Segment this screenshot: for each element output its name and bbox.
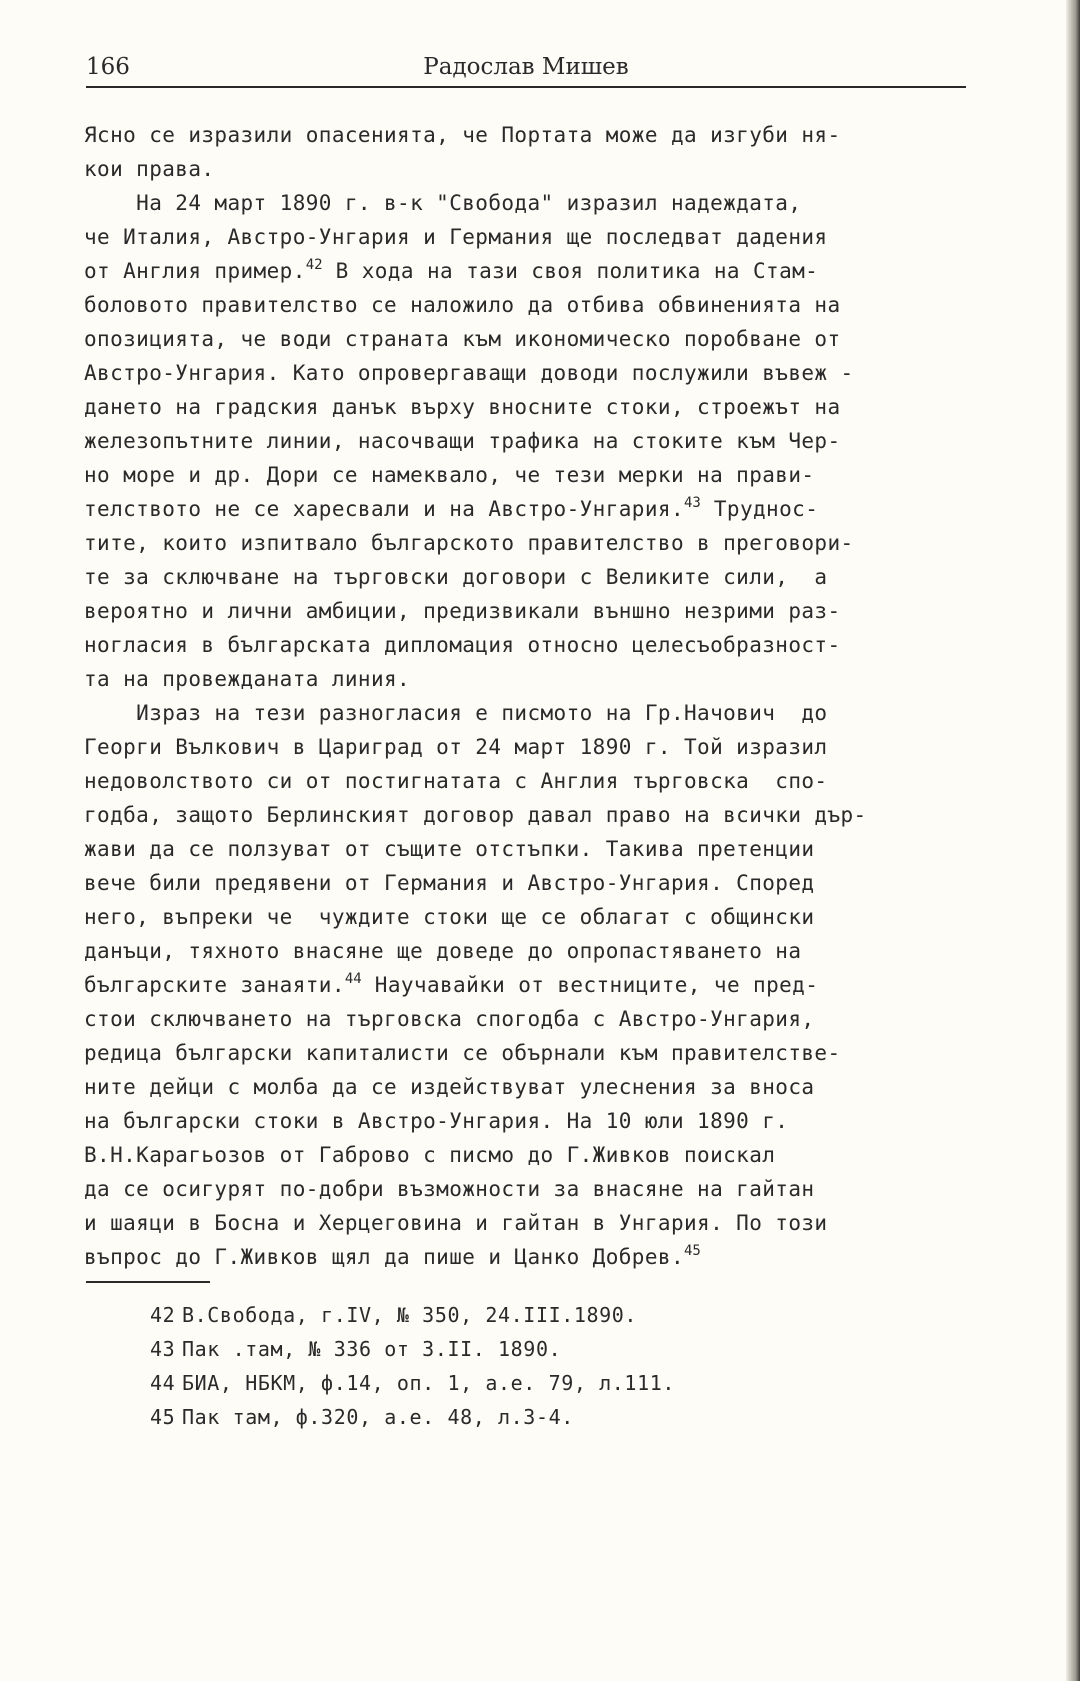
page-number: 166 — [86, 54, 130, 80]
line-text: и шаяци в Босна и Херцеговина и гайтан в Унгария. По този — [84, 1211, 828, 1235]
line-text: на български стоки в Австро-Унгария. На 10 юли 1890 г. — [84, 1109, 789, 1133]
line-text: В.Н.Карагьозов от Габрово с писмо до Г.Живков поискал — [84, 1143, 776, 1167]
body-text — [84, 118, 984, 1274]
text-line — [84, 1104, 984, 1138]
footnote-rule — [86, 1281, 210, 1283]
text-line — [84, 118, 984, 152]
page-header — [86, 52, 966, 88]
text-line — [84, 832, 984, 866]
footnote-number: 44 — [150, 1371, 176, 1395]
line-text: него, въпреки че чуждите стоки ще се облагат с общински — [84, 905, 815, 929]
line-text: На 24 март 1890 г. в-к "Свобода" изразил надеждата, — [84, 191, 802, 215]
text-line — [84, 730, 984, 764]
footnote-number: 43 — [150, 1337, 176, 1361]
line-text-after: Научавайки от вестниците, че пред- — [361, 973, 819, 997]
line-text: че Италия, Австро-Унгария и Германия ще последват дадения — [84, 225, 828, 249]
line-text: редица български капиталисти се обърнали към правителстве- — [84, 1041, 841, 1065]
text-line — [84, 424, 984, 458]
line-text: данъци, тяхното внасяне ще доведе до опропастяването на — [84, 939, 802, 963]
text-line — [84, 696, 984, 730]
line-text: те за сключване на търговски договори с Великите сили, а — [84, 565, 828, 589]
line-text: вече били предявени от Германия и Австро-Унгария. Според — [84, 871, 815, 895]
text-line — [84, 1172, 984, 1206]
line-text: стои сключването на търговска спогодба с Австро-Унгария, — [84, 1007, 815, 1031]
running-head: Радослав Мишев — [423, 54, 629, 80]
line-text: недоволството си от постигнатата с Англия търговска спо- — [84, 769, 828, 793]
line-text: опозицията, че води страната към икономическо поробване от — [84, 327, 841, 351]
line-text-after: Труднос- — [700, 497, 819, 521]
line-text: жави да се ползуват от същите отстъпки. Такива претенции — [84, 837, 815, 861]
line-text-after: В хода на тази своя политика на Стам- — [322, 259, 819, 283]
text-line — [84, 1206, 984, 1240]
line-text: боловото правителство се наложило да отбива обвиненията на — [84, 293, 841, 317]
line-text: Австро-Унгария. Като опровергаващи доводи послужили въвеж - — [84, 361, 854, 385]
line-text: та на провежданата линия. — [84, 667, 411, 691]
footnote — [150, 1400, 930, 1434]
text-line — [84, 900, 984, 934]
line-text: кои права. — [84, 157, 215, 181]
text-line — [84, 1070, 984, 1104]
line-text: ногласия в българската дипломация относно целесъобразност- — [84, 633, 841, 657]
footnote-reference: 44 — [344, 971, 362, 987]
line-text: телството не се харесвали и на Австро-Унгария. — [84, 497, 684, 521]
page-edge-shadow — [1066, 0, 1080, 1681]
line-text: Ясно се изразили опасенията, че Портата може да изгуби ня- — [84, 123, 841, 147]
text-line — [84, 1138, 984, 1172]
text-line — [84, 764, 984, 798]
line-text: от Англия пример. — [84, 259, 306, 283]
footnotes — [150, 1298, 930, 1434]
footnote-text: Пак там, ф.320, а.е. 48, л.3-4. — [182, 1405, 574, 1429]
footnote-number: 45 — [150, 1405, 176, 1429]
text-line — [84, 866, 984, 900]
line-text: българските занаяти. — [84, 973, 345, 997]
text-line — [84, 1002, 984, 1036]
line-text: Израз на тези разногласия е писмото на Гр.Начович до — [84, 701, 828, 725]
text-line — [84, 628, 984, 662]
footnote-text: БИА, НБКМ, ф.14, оп. 1, а.е. 79, л.111. — [182, 1371, 675, 1395]
text-line — [84, 526, 984, 560]
footnote-text: В.Свобода, г.IV, № 350, 24.III.1890. — [182, 1303, 638, 1327]
text-line — [84, 458, 984, 492]
text-line — [84, 968, 984, 1002]
text-line — [84, 594, 984, 628]
line-text: вероятно и лични амбиции, предизвикали външно незрими раз- — [84, 599, 841, 623]
line-text: годба, защото Берлинският договор давал право на всички дър- — [84, 803, 867, 827]
text-line — [84, 322, 984, 356]
footnote-reference: 45 — [683, 1243, 701, 1259]
text-line — [84, 662, 984, 696]
text-line — [84, 560, 984, 594]
footnote-number: 42 — [150, 1303, 176, 1327]
line-text: ните дейци с молба да се издействуват улеснения за вноса — [84, 1075, 815, 1099]
footnote — [150, 1366, 930, 1400]
line-text: дането на градския данък върху вносните стоки, строежът на — [84, 395, 841, 419]
line-text: въпрос до Г.Живков щял да пише и Цанко Добрев. — [84, 1245, 684, 1269]
text-line — [84, 186, 984, 220]
text-line — [84, 798, 984, 832]
text-line — [84, 1240, 984, 1274]
line-text: но море и др. Дори се намеквало, че тези мерки на прави- — [84, 463, 815, 487]
text-line — [84, 254, 984, 288]
line-text: железопътните линии, насочващи трафика на стоките към Чер- — [84, 429, 841, 453]
text-line — [84, 288, 984, 322]
line-text: да се осигурят по-добри възможности за внасяне на гайтан — [84, 1177, 815, 1201]
text-line — [84, 934, 984, 968]
footnote — [150, 1332, 930, 1366]
line-text: Георги Вълкович в Цариград от 24 март 1890 г. Той изразил — [84, 735, 828, 759]
text-line — [84, 390, 984, 424]
text-line — [84, 220, 984, 254]
text-line — [84, 1036, 984, 1070]
footnote-reference: 42 — [305, 257, 323, 273]
text-line — [84, 152, 984, 186]
text-line — [84, 492, 984, 526]
line-text: тите, които изпитвало българското правителство в преговори- — [84, 531, 854, 555]
footnote-text: Пак .там, № 336 от 3.II. 1890. — [182, 1337, 562, 1361]
footnote-reference: 43 — [683, 495, 701, 511]
footnote — [150, 1298, 930, 1332]
text-line — [84, 356, 984, 390]
